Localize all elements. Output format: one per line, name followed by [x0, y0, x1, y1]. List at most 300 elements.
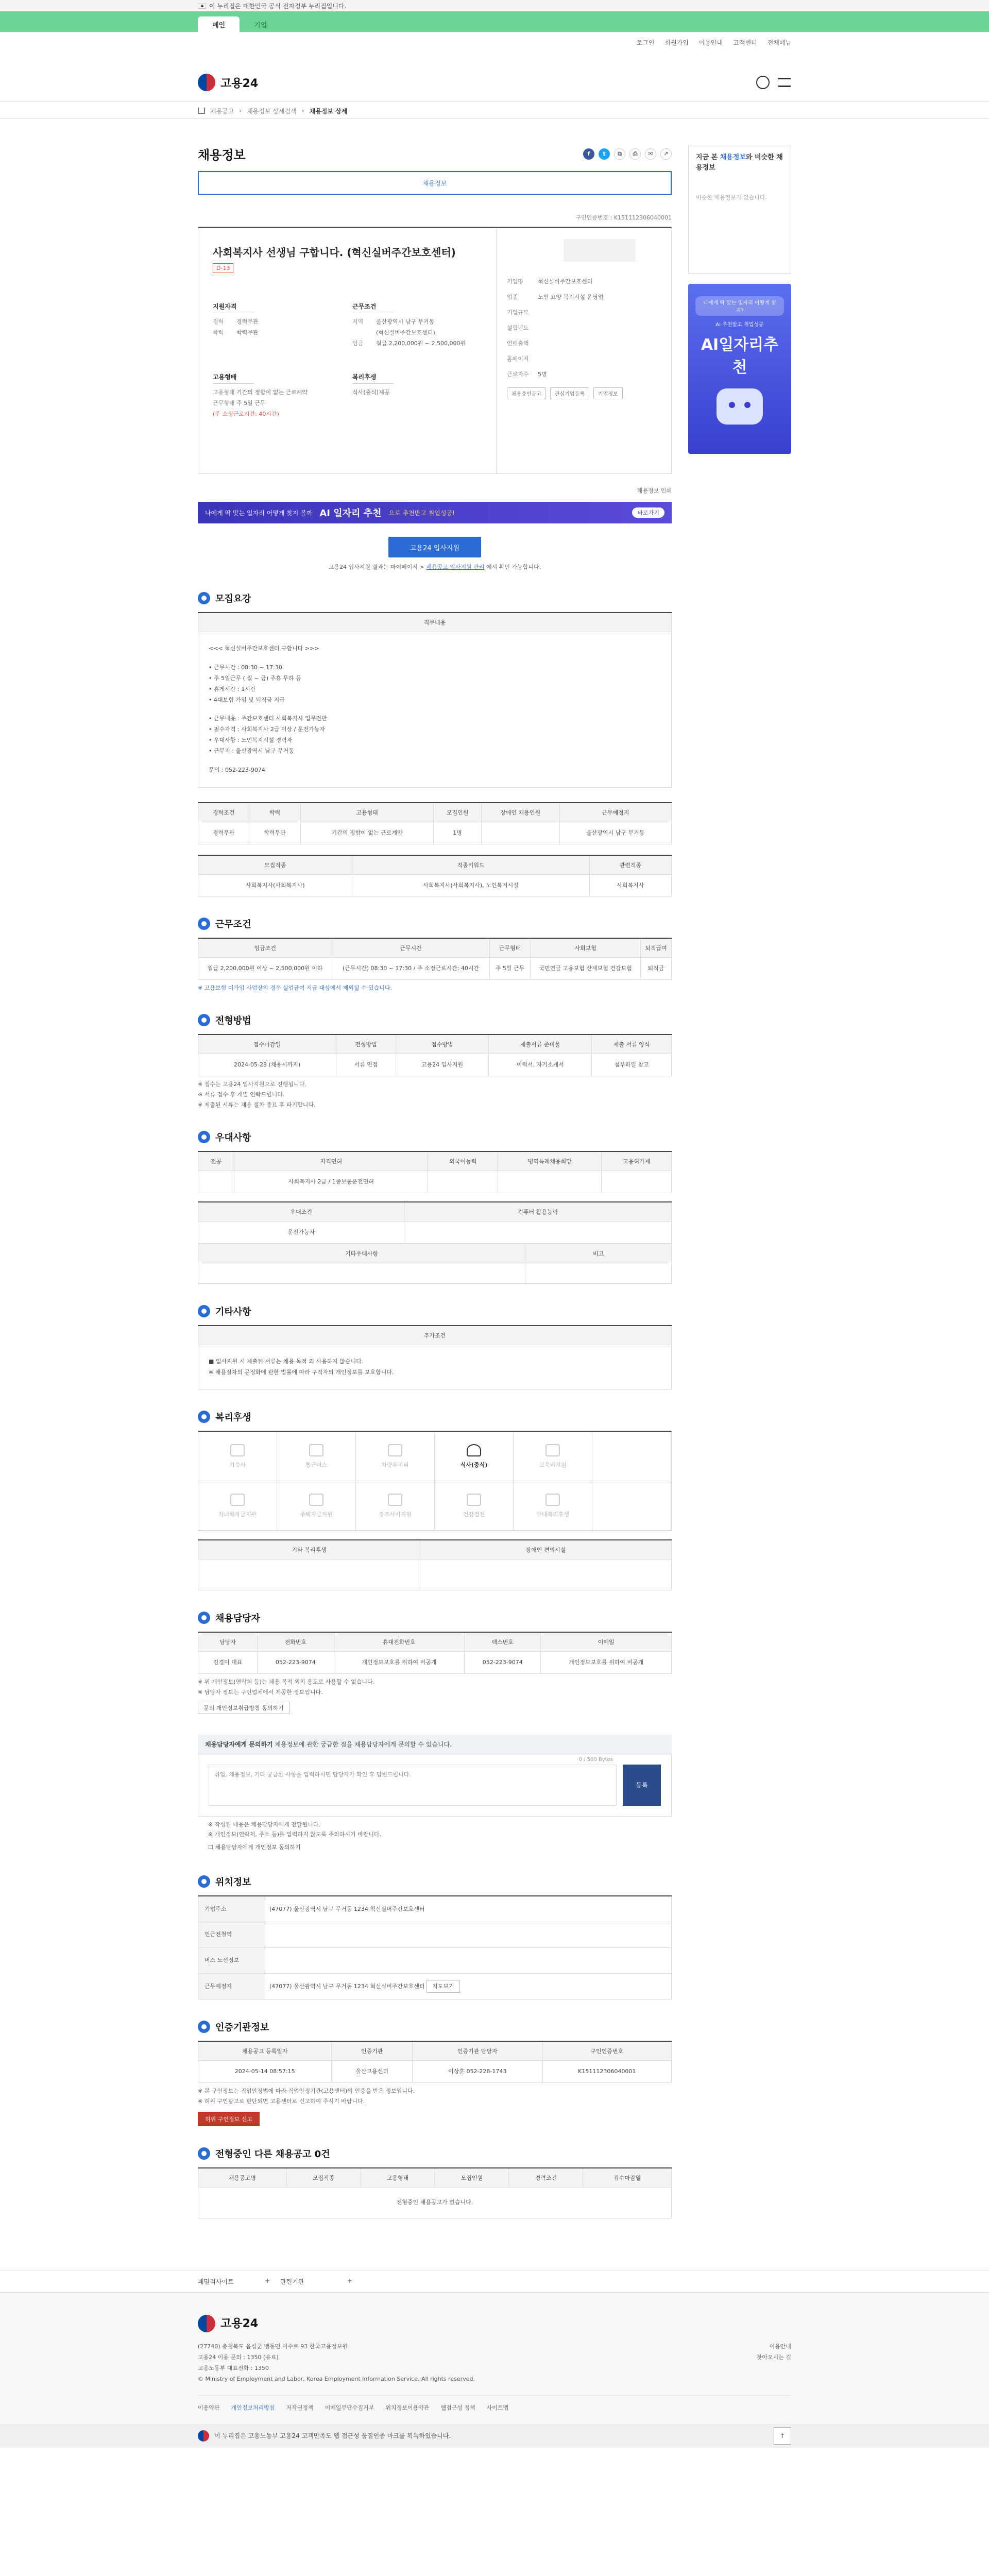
- size-row: 기업규모: [507, 309, 529, 316]
- logo[interactable]: [198, 74, 258, 91]
- cert-note: ※ 본 구인정보는 직업안정법에 따라 직업안정기관(고용센터)의 인증을 받은 정보입니다.: [198, 2087, 415, 2094]
- welfare-label: 건강검진: [463, 1511, 485, 1518]
- ai-pill: 나에게 딱 맞는 일자리 어떻게 찾지?: [695, 296, 784, 316]
- hire-note: (주 소정근로시간: 40시간): [213, 411, 279, 417]
- welfare-item: [592, 1432, 671, 1481]
- recruit-table-2: [198, 855, 672, 897]
- footer-link[interactable]: 개인정보처리방침: [231, 2404, 275, 2411]
- welfare-icon: [545, 1444, 560, 1456]
- work-td-0: 월급 2,200,000원 이상 ~ 2,500,000원 이하: [198, 958, 332, 980]
- sitemap-link[interactable]: 전체메뉴: [767, 39, 791, 46]
- inquiry-notes: [198, 1820, 672, 1840]
- wage-row: 임금 월급 2,200,000원 ~ 2,500,000원: [352, 340, 466, 347]
- welfare-icon: [309, 1494, 323, 1506]
- recruit-td-5: 울산광역시 남구 무거동: [559, 822, 671, 844]
- company-buttons: [507, 387, 661, 399]
- section-icon: [198, 1131, 210, 1143]
- welfare-label: 주택자금지원: [300, 1511, 333, 1518]
- manager-td-2: 개인정보보호를 위하여 비공개: [334, 1652, 465, 1674]
- recruit-td-2: 기간의 정함이 없는 근로계약: [300, 822, 434, 844]
- region-row-2: (혁신실버주간보호센터): [376, 329, 435, 336]
- revenue-row: 연매출액: [507, 340, 529, 347]
- apply-manage-link[interactable]: 채용공고 입사지원 관리: [426, 564, 485, 570]
- process-th-2: 접수방법: [396, 1035, 488, 1054]
- ad-go-button[interactable]: 바로가기: [632, 507, 664, 518]
- cert-note: ※ 허위 구인광고로 판단되면 고용센터로 신고하여 주시기 바랍니다.: [198, 2097, 365, 2105]
- search-icon[interactable]: [756, 76, 770, 89]
- breadcrumb-1[interactable]: 채용공고: [210, 107, 234, 115]
- footer-link[interactable]: 이메일무단수집거부: [325, 2404, 374, 2411]
- pref-td-2: [428, 1171, 498, 1193]
- recruit2-td-1: 사회복지사(사회복지사), 노인복지시설: [352, 874, 589, 896]
- welfare-icon: [467, 1494, 481, 1506]
- exp-block: [213, 302, 342, 350]
- recruit-td-4: [481, 822, 559, 844]
- work-th-0: 임금조건: [198, 938, 332, 958]
- welfare-item: [356, 1481, 435, 1531]
- welfare-label: 기숙사: [229, 1461, 246, 1468]
- other-th-5: 접수마감일: [583, 2168, 672, 2188]
- scroll-top-button[interactable]: ↑: [774, 2427, 791, 2445]
- recruit-section: [198, 591, 672, 896]
- print-link[interactable]: 채용정보 인쇄: [637, 487, 672, 494]
- other-th-1: 모집직종: [286, 2168, 361, 2188]
- report-button[interactable]: 허위 구인정보 신고: [198, 2112, 260, 2126]
- section-icon: [198, 2021, 210, 2033]
- cert-th-1: 인증기관: [332, 2041, 413, 2061]
- footer-right-links: [757, 2342, 791, 2385]
- breadcrumb-current: 채용정보 상세: [309, 107, 348, 115]
- welfare-label: 통근버스: [305, 1461, 328, 1468]
- pref-section: [198, 1130, 672, 1283]
- company-name-row: 기업명 혁신실버주간보호센터: [507, 278, 593, 285]
- work-th-4: 퇴직급여: [640, 938, 671, 958]
- pref-th-2: 외국어능력: [428, 1151, 498, 1171]
- welfare-label: 차량유지비: [381, 1461, 409, 1468]
- welfare-block: [352, 372, 482, 420]
- inquiry-box: [198, 1754, 672, 1817]
- family-site-dropdown[interactable]: 패밀리사이트 +: [198, 2277, 270, 2285]
- recruit-th-1: 학력: [249, 803, 300, 822]
- share-icon[interactable]: ↗: [660, 148, 672, 160]
- manager-heading: 채용담당자: [198, 1611, 672, 1624]
- hire-label: 고용형태: [213, 372, 254, 384]
- process-td-4: 첨부파일 참고: [592, 1054, 672, 1076]
- recruit-line: • 우대사항 : 노인복지시설 경력자: [209, 737, 293, 744]
- work-th-3: 사회보험: [531, 938, 641, 958]
- work-td-1: (근무시간) 08:30 ~ 17:30 / 주 소정근로시간: 40시간: [332, 958, 489, 980]
- guide-link[interactable]: 이용안내: [698, 39, 723, 46]
- footer-links: [198, 2395, 791, 2414]
- process-note: ※ 서류 접수 후 개별 연락드립니다.: [198, 1091, 285, 1098]
- work-note: ※ 고용보험 미가입 사업장의 경우 실업급여 지급 대상에서 제외될 수 있습니다.: [198, 984, 393, 991]
- manager-th-0: 담당자: [198, 1632, 258, 1652]
- cert-heading: 인증기관정보: [198, 2020, 672, 2033]
- plus-icon: +: [264, 2277, 270, 2284]
- manager-td-1: 052-223-9074: [258, 1652, 334, 1674]
- process-note: ※ 제출된 서류는 채용 절차 종료 후 파기합니다.: [198, 1101, 316, 1108]
- process-table: [198, 1034, 672, 1076]
- other-th-4: 경력조건: [509, 2168, 583, 2188]
- recruit2-th-1: 직종키워드: [352, 855, 589, 875]
- pref3-th-1: 비고: [525, 1244, 672, 1263]
- menu-icon[interactable]: [778, 78, 791, 87]
- ai-recommend-card[interactable]: [688, 284, 791, 454]
- footer-link[interactable]: 저작권정책: [286, 2404, 314, 2411]
- footer-logo: 고용24: [198, 2313, 791, 2335]
- section-icon: [198, 918, 210, 930]
- inquiry-submit-button[interactable]: 등록: [623, 1765, 661, 1806]
- company-jobs-button[interactable]: 채용중인공고: [507, 387, 546, 399]
- welfare-icon: [545, 1494, 560, 1506]
- process-th-1: 전형방법: [336, 1035, 396, 1054]
- cert-mark-icon: [198, 2430, 209, 2442]
- ad-lead: 나에게 딱 맞는 일자리 어떻게 찾지 볼까: [205, 509, 313, 517]
- welfare-label: 복리후생: [352, 372, 394, 384]
- section-icon: [198, 1612, 210, 1624]
- job-title: 사회복지사 선생님 구합니다. (혁신실버주간보호센터): [213, 246, 456, 259]
- cert-notes: [198, 2086, 672, 2107]
- inquiry-note: ※ 작성된 내용은 채용담당자에게 전달됩니다.: [208, 1821, 320, 1828]
- recruit-line: [209, 654, 661, 663]
- pref3-th-0: 기타우대사항: [198, 1244, 525, 1263]
- recruit-line: 문의 : 052-223-9074: [209, 767, 265, 774]
- recruit2-th-0: 모집직종: [198, 855, 352, 875]
- cond-block: [352, 302, 482, 350]
- work-th-1: 근무시간: [332, 938, 489, 958]
- notice-box: 채용정보: [198, 171, 672, 195]
- work-th-2: 근무형태: [489, 938, 531, 958]
- company-info: [496, 228, 671, 473]
- main-content: [198, 145, 672, 2218]
- family-site-bar: [0, 2270, 989, 2293]
- other-jobs-empty: 전형중인 채용공고가 없습니다.: [198, 2187, 672, 2218]
- work-td-4: 퇴직금: [640, 958, 671, 980]
- manager-th-1: 전화번호: [258, 1632, 334, 1652]
- section-icon: [198, 1411, 210, 1423]
- recruit-td-0: 경력무관: [198, 822, 249, 844]
- inquiry-textarea[interactable]: 0 / 500 Bytes 취업, 채용정보, 기타 궁금한 사항을 입력하시면 담당자가 확인 후 답변드립니다.: [209, 1765, 617, 1806]
- other-jobs-heading: 전형중인 다른 채용공고 0건: [198, 2147, 672, 2160]
- section-icon: [198, 1014, 210, 1026]
- recruit-th-4: 장애인 채용인원: [481, 803, 559, 822]
- login-link[interactable]: 로그인: [636, 39, 655, 46]
- recruit2-th-2: 관련직종: [589, 855, 671, 875]
- inquiry-note: ※ 개인정보(연락처, 주소 등)를 입력하지 않도록 주의하시기 바랍니다.: [208, 1831, 382, 1838]
- ai-title: AI일자리추천: [701, 336, 779, 377]
- location-heading: 위치정보: [198, 1875, 672, 1888]
- company-logo: [564, 239, 636, 262]
- welfare-label: 부대복리후생: [536, 1511, 569, 1518]
- similar-jobs-title: 지금 본 채용정보와 비슷한 채용정보: [696, 154, 783, 172]
- welfare-item: [356, 1432, 435, 1481]
- apply-button[interactable]: 고용24 입사지원: [388, 537, 481, 557]
- location-section: [198, 1875, 672, 1999]
- map-button[interactable]: 지도보기: [427, 1980, 460, 1993]
- process-th-3: 제출서류 준비물: [489, 1035, 592, 1054]
- logo-text: 고용24: [220, 77, 259, 90]
- gov-emblem-icon: [198, 2315, 215, 2332]
- manager-td-3: 052-223-9074: [465, 1652, 541, 1674]
- welfare-icon: [388, 1444, 402, 1456]
- etc-head: 추가조건: [198, 1326, 672, 1345]
- section-icon: [198, 1875, 210, 1888]
- robot-icon: [717, 388, 763, 425]
- footer-link[interactable]: 사이트맵: [486, 2404, 509, 2411]
- other-jobs-section: [198, 2147, 672, 2218]
- ai-sub: AI 추천받고 취업성공: [715, 322, 764, 328]
- process-td-1: 서류 면접: [336, 1054, 396, 1076]
- company-info-button[interactable]: 기업정보: [593, 387, 623, 399]
- footer-info: (27740) 충청북도 음성군 맹동면 이수로 93 한국고용정보원 고용24 이용 문의 : 1350 (유료) 고용노동부 대표전화 : 1350 © Ministry of Employment and Labor, Korea Employment Information Service. All rights reserved.: [198, 2343, 475, 2382]
- welfare-item: [435, 1432, 514, 1481]
- recruit-line: • 휴게시간 : 1시간: [209, 685, 256, 692]
- flag-icon: [198, 3, 206, 9]
- welfare-icon: [388, 1494, 402, 1506]
- cert-th-2: 인증기관 담당자: [412, 2041, 542, 2061]
- cert-td-1: 울산고용센터: [332, 2061, 413, 2083]
- welfare-label: 자녀학자금지원: [218, 1511, 257, 1518]
- exp-row: 경력 경력무관: [213, 318, 259, 325]
- section-icon: [198, 1305, 210, 1317]
- recruit2-td-2: 사회복지사: [589, 874, 671, 896]
- recruit-th-5: 근무예정지: [559, 803, 671, 822]
- privacy-agree-button[interactable]: 문의 개인정보취급방침 동의하기: [198, 1702, 289, 1714]
- recruit-line: [209, 705, 661, 714]
- region-row: 지역 울산광역시 남구 무거동: [352, 318, 435, 325]
- recruit-line: • 근무시간 : 08:30 ~ 17:30: [209, 664, 282, 671]
- apply-note: 고용24 입사지원 결과는 마이페이지 > 채용공고 입사지원 관리 에서 확인 가능합니다.: [328, 564, 541, 570]
- etc-table: [198, 1325, 672, 1345]
- welfare-table: [198, 1539, 672, 1590]
- process-td-3: 이력서, 자기소개서: [489, 1054, 592, 1076]
- pref-table: [198, 1151, 672, 1193]
- customer-center-link[interactable]: 고객센터: [733, 39, 757, 46]
- job-summary-left: [198, 228, 496, 473]
- breadcrumb-2[interactable]: 채용정보 상세검색: [247, 107, 297, 115]
- cert-section: [198, 2020, 672, 2126]
- location-table: 기업주소 (47077) 울산광역시 남구 무거동 1234 혁신실버주간보호센터 인근전철역 버스 노선정보 근무예정지 (47077) 울산광역시 남구 무거동 1234 혁신실버주간보호센터 지도보기: [198, 1895, 672, 1999]
- employees-row: 근로자수 5명: [507, 371, 547, 378]
- footer-link[interactable]: 웹접근성 정책: [440, 2404, 475, 2411]
- recruit-table: [198, 802, 672, 844]
- pref-table-2: [198, 1201, 672, 1244]
- recruit-line: • 4대보험 가입 및 퇴직금 지급: [209, 696, 285, 703]
- job-summary: [198, 227, 672, 474]
- pref2-th-1: 컴퓨터 활용능력: [404, 1202, 672, 1222]
- gov-emblem-icon: [198, 74, 215, 91]
- recruit-line: [209, 757, 661, 765]
- home-icon[interactable]: [198, 108, 205, 114]
- title-row: [198, 145, 672, 163]
- work-td-2: 주 5일 근무: [489, 958, 531, 980]
- page-title: 채용정보: [198, 148, 246, 162]
- process-section: [198, 1013, 672, 1110]
- manager-note: ※ 위 개인정보(연락처 등)는 채용 목적 외의 용도로 사용할 수 없습니다.: [198, 1679, 375, 1686]
- industry-row: 업종 노인 요양 복지시설 운영업: [507, 294, 604, 300]
- welfare-item: [198, 1481, 277, 1531]
- recruit-detail-head: 직무내용: [198, 613, 672, 632]
- welfare-item: [277, 1432, 356, 1481]
- welfare-item: [198, 1432, 277, 1481]
- etc-line: ■ 입사지원 시 제출된 서류는 채용 목적 외 사용하지 않습니다.: [209, 1358, 364, 1365]
- cert-table: [198, 2041, 672, 2083]
- section-icon: [198, 592, 210, 604]
- twitter-icon[interactable]: t: [599, 148, 610, 160]
- recruit-td-3: 1명: [434, 822, 482, 844]
- other-th-0: 채용공고명: [198, 2168, 287, 2188]
- pref2-th-0: 우대조건: [198, 1202, 404, 1222]
- gov-banner-text: 이 누리집은 대한민국 공식 전자정부 누리집입니다.: [209, 2, 347, 10]
- recruit-line: <<< 혁신실버주간보호센터 구합니다 >>>: [209, 645, 319, 652]
- gov-banner: [0, 0, 989, 11]
- exp-label: 지원자격: [213, 302, 254, 313]
- welfare-label: 교육비지원: [539, 1461, 567, 1468]
- process-notes: [198, 1079, 672, 1110]
- recruit-th-0: 경력조건: [198, 803, 249, 822]
- work-table: [198, 938, 672, 980]
- site-header: [198, 53, 791, 101]
- recruit2-td-0: 사회복지사(사회복지사): [198, 874, 352, 896]
- work-td-3: 국민연금 고용보험 산재보험 건강보험: [531, 958, 641, 980]
- pref-td-3: [498, 1171, 602, 1193]
- homepage-row: 홈페이지: [507, 355, 529, 362]
- inquiry-agree[interactable]: ☐ 채용담당자에게 개인정보 동의하기: [208, 1844, 301, 1851]
- pref-td-0: [198, 1171, 234, 1193]
- process-th-4: 제출 서류 양식: [592, 1035, 672, 1054]
- pref-td-1: 사회복지사 2급 / 1종보통운전면허: [234, 1171, 428, 1193]
- gov-cert-text: 이 누리집은 고용노동부 고용24 고객만족도 웹 접근성 품질인증 마크를 획득하였습니다.: [214, 2432, 451, 2440]
- pref-th-4: 고용허가제: [602, 1151, 672, 1171]
- recruit-th-3: 모집인원: [434, 803, 482, 822]
- related-agency-dropdown[interactable]: 관련기관 +: [280, 2277, 352, 2285]
- cert-th-0: 채용공고 등록일자: [198, 2041, 332, 2061]
- recruit-detail-table: [198, 612, 672, 632]
- welfare-item: [592, 1481, 671, 1531]
- signup-link[interactable]: 회원가입: [664, 39, 689, 46]
- work-type-row: 근무형태 주 5일 근무: [213, 400, 266, 406]
- welfare-icon: [230, 1444, 245, 1456]
- cert-td-0: 2024-05-14 08:57:15: [198, 2061, 332, 2083]
- top-tab-bar: [0, 11, 989, 32]
- pref2-td-1: [404, 1222, 672, 1244]
- pref-th-3: 병역특례채용희망: [498, 1151, 602, 1171]
- breadcrumb: 채용공고 › 채용정보 상세검색 › 채용정보 상세: [198, 102, 791, 120]
- welfare-th-1: 장애인 편의시설: [420, 1540, 671, 1560]
- link-icon[interactable]: ⧉: [614, 148, 625, 160]
- ai-ad-banner[interactable]: [198, 502, 672, 523]
- breadcrumb-bar: [0, 101, 989, 119]
- footer-link[interactable]: 이용약관: [198, 2404, 220, 2411]
- recruit-detail-body: [198, 632, 672, 788]
- pref2-td-0: 운전가능자: [198, 1222, 404, 1244]
- pref-th-0: 전공: [198, 1151, 234, 1171]
- manager-td-0: 김경미 대표: [198, 1652, 258, 1674]
- share-buttons: [583, 148, 672, 160]
- cert-th-3: 구인인증번호: [542, 2041, 671, 2061]
- tab-main[interactable]: 메인: [198, 16, 240, 32]
- manager-th-4: 이메일: [541, 1632, 672, 1652]
- mail-icon[interactable]: ✉: [645, 148, 656, 160]
- other-th-3: 모집인원: [435, 2168, 509, 2188]
- tab-company[interactable]: 기업: [254, 21, 267, 29]
- welfare-icon: [467, 1444, 481, 1456]
- footer: [0, 2293, 989, 2424]
- byte-count: 0 / 500 Bytes: [578, 1756, 613, 1762]
- registration-number: 구인인증번호 : K151112306040001: [575, 214, 672, 221]
- pref-table-3: [198, 1244, 672, 1284]
- pref-th-1: 자격면허: [234, 1151, 428, 1171]
- dday-badge: D-13: [213, 263, 233, 273]
- etc-heading: 기타사항: [198, 1304, 672, 1318]
- manager-td-4: 개인정보보호를 위하여 비공개: [541, 1652, 672, 1674]
- process-heading: 전형방법: [198, 1013, 672, 1027]
- side-panel: [688, 145, 791, 2218]
- print-icon[interactable]: ⎙: [629, 148, 641, 160]
- footer-directions-link[interactable]: 찾아오시는 길: [756, 2354, 791, 2361]
- welfare-grid: [198, 1431, 672, 1531]
- hire-type-row: 고용형태 기간의 정함이 없는 근로계약: [213, 389, 308, 396]
- manager-table: [198, 1632, 672, 1674]
- welfare-item: [277, 1481, 356, 1531]
- footer-guide-link[interactable]: 이용안내: [769, 2343, 791, 2350]
- welfare-item: [514, 1481, 592, 1531]
- recruit-line: • 필수자격 : 사회복지사 2급 이상 / 운전가능자: [209, 726, 326, 733]
- welfare-value: 식사(중식)제공: [352, 389, 390, 396]
- pref-heading: 우대사항: [198, 1130, 672, 1144]
- similar-jobs-box: [688, 145, 791, 274]
- manager-note: ※ 담당자 정보는 구인업체에서 제공한 정보입니다.: [198, 1688, 323, 1696]
- work-section: [198, 917, 672, 993]
- other-th-2: 고용형태: [361, 2168, 435, 2188]
- manager-notes: [198, 1677, 672, 1698]
- recruit-th-2: 고용형태: [300, 803, 434, 822]
- process-td-2: 고용24 입사지원: [396, 1054, 488, 1076]
- facebook-icon[interactable]: f: [583, 148, 594, 160]
- welfare-item: [514, 1432, 592, 1481]
- recruit-line: • 근무내용 : 주간보호센터 사회복지사 업무전반: [209, 715, 327, 722]
- recruit-heading: 모집요강: [198, 591, 672, 605]
- hire-block: [213, 372, 342, 420]
- ad-main: AI 일자리 추천: [319, 508, 382, 519]
- cert-td-2: 이상훈 052-228-1743: [412, 2061, 542, 2083]
- header-icons: [756, 76, 791, 89]
- etc-body: [198, 1345, 672, 1390]
- welfare-icon: [309, 1444, 323, 1456]
- recruit-line: • 주 5일근무 ( 월 ~ 금) 주휴 무하 등: [209, 674, 301, 682]
- manager-th-3: 팩스번호: [465, 1632, 541, 1652]
- recruit-line: • 근무지 : 울산광역시 남구 무거동: [209, 748, 294, 755]
- footer-link[interactable]: 위치정보이용약관: [385, 2404, 430, 2411]
- welfare-label: 식사(중식): [460, 1461, 488, 1468]
- edu-row: 학력 학력무관: [213, 329, 259, 336]
- etc-line: ※ 채용절차의 공정화에 관한 법률에 따라 구직자의 개인정보를 보호합니다.: [209, 1368, 394, 1376]
- welfare-heading: 복리후생: [198, 1410, 672, 1423]
- gov-cert-bar: [0, 2424, 989, 2448]
- welfare-section: [198, 1410, 672, 1590]
- welfare-th-0: 기타 복리후생: [198, 1540, 420, 1560]
- recruit-td-1: 학력무관: [249, 822, 300, 844]
- process-note: ※ 접수는 고용24 입사지원으로 진행됩니다.: [198, 1081, 306, 1088]
- inquiry-bar: 채용담당자에게 문의하기 채용정보에 관한 궁금한 점을 채용담당자에게 문의할 수 있습니다.: [198, 1735, 672, 1754]
- welfare-icon: [230, 1494, 245, 1506]
- other-jobs-table: [198, 2167, 672, 2218]
- favorite-company-button[interactable]: 관심기업등록: [550, 387, 589, 399]
- work-heading: 근무조건: [198, 917, 672, 930]
- plus-icon: +: [347, 2277, 352, 2284]
- manager-th-2: 휴대전화번호: [334, 1632, 465, 1652]
- founded-row: 설립년도: [507, 325, 529, 331]
